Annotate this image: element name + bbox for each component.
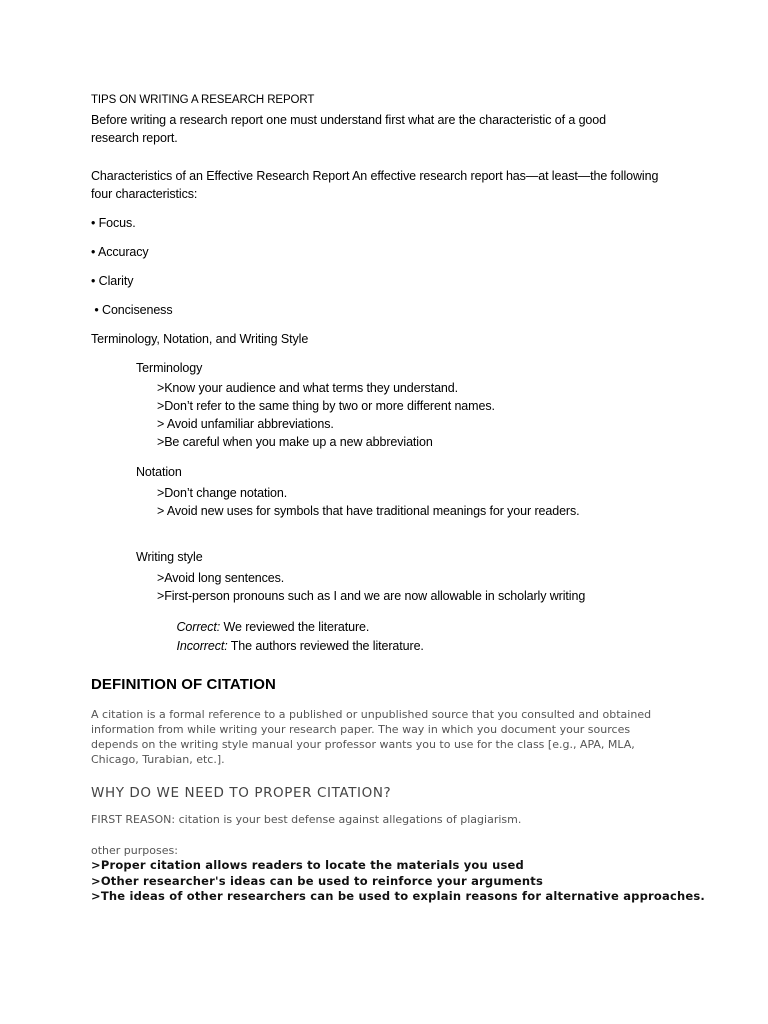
notation-list <box>157 484 737 520</box>
intro-paragraph <box>91 111 731 147</box>
writing-style-item: >First-person pronouns such as I and we are now allowable in scholarly writing <box>157 589 586 603</box>
definition-line: A citation is a formal reference to a published or unpublished source that you consulted and obtained <box>91 708 652 721</box>
definition-line: information from while writing your research paper. The way in which you document your sources <box>91 723 631 736</box>
document-title: TIPS ON WRITING A RESEARCH REPORT <box>91 94 315 106</box>
writing-style-item: >Avoid long sentences. <box>157 571 285 585</box>
incorrect-example <box>163 625 424 667</box>
notation-heading: Notation <box>136 465 182 479</box>
purpose-item: >Proper citation allows readers to locate the materials you used <box>91 858 524 872</box>
bullet-item: • Clarity <box>91 274 134 288</box>
bullet-item: • Accuracy <box>91 245 149 259</box>
definition-heading: DEFINITION OF CITATION <box>91 676 276 693</box>
intro-line: research report. <box>91 131 178 145</box>
definition-paragraph <box>91 707 741 767</box>
writing-style-list <box>157 569 737 605</box>
characteristics-line: four characteristics: <box>91 187 198 201</box>
incorrect-text: The authors reviewed the literature. <box>227 639 424 653</box>
intro-line: Before writing a research report one must understand first what are the characteristic of a good <box>91 113 606 127</box>
other-purposes-label: other purposes: <box>91 844 178 857</box>
terminology-item: > Avoid unfamiliar abbreviations. <box>157 417 334 431</box>
bullet-item: • Focus. <box>91 216 136 230</box>
terminology-item: >Be careful when you make up a new abbreviation <box>157 435 433 449</box>
purpose-item: >The ideas of other researchers can be used to explain reasons for alternative approaches. <box>91 889 705 903</box>
terminology-item: >Know your audience and what terms they understand. <box>157 381 458 395</box>
bullet-item: • Conciseness <box>91 303 173 317</box>
first-reason: FIRST REASON: citation is your best defense against allegations of plagiarism. <box>91 813 522 826</box>
definition-line: Chicago, Turabian, etc.]. <box>91 753 225 766</box>
terminology-item: >Don’t refer to the same thing by two or more different names. <box>157 399 495 413</box>
characteristics-line: Characteristics of an Effective Research Report An effective research report has—at least—the following <box>91 169 659 183</box>
definition-line: depends on the writing style manual your professor wants you to use for the class [e.g., APA, MLA, <box>91 738 635 751</box>
correct-label: Correct: <box>176 620 221 634</box>
writing-style-heading: Writing style <box>136 550 203 564</box>
notation-item: > Avoid new uses for symbols that have traditional meanings for your readers. <box>157 504 580 518</box>
style-section-heading: Terminology, Notation, and Writing Style <box>91 332 309 346</box>
purpose-item: >Other researcher's ideas can be used to reinforce your arguments <box>91 873 544 888</box>
correct-text: We reviewed the literature. <box>220 620 370 634</box>
why-heading: WHY DO WE NEED TO PROPER CITATION? <box>91 785 392 801</box>
characteristics-paragraph <box>91 167 751 203</box>
purposes-list <box>91 858 751 905</box>
terminology-heading: Terminology <box>136 361 203 375</box>
terminology-list <box>157 379 717 451</box>
notation-item: >Don’t change notation. <box>157 486 288 500</box>
incorrect-label: Incorrect: <box>176 639 228 653</box>
